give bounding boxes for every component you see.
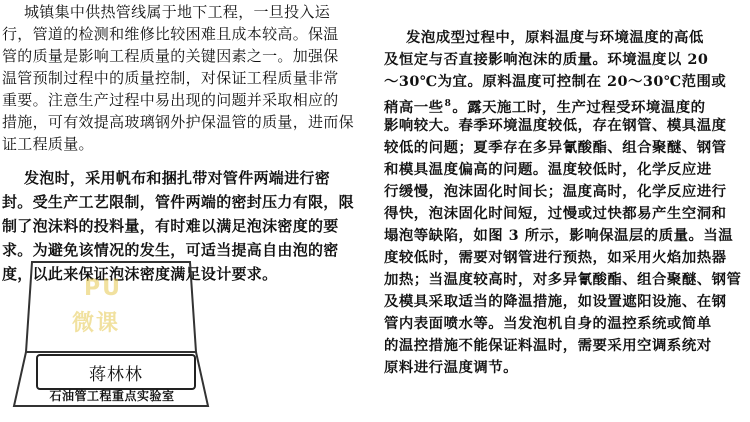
right-line-9: 得快，泡沫固化时间短，过慢或过快都易产生空洞和 xyxy=(384,205,727,222)
reference-mark[interactable]: 8 xyxy=(444,99,452,109)
right-line-13: 及模具采取适当的降温措施，如设置遮阳设施、在钢 xyxy=(384,293,727,310)
left-p1-line-4: 温管预制过程中的质量控制，对保证工程质量非常 xyxy=(2,69,339,87)
right-line-6: 较低的问题；夏季存在多异氰酸酯、组合聚醚、钢管 xyxy=(384,139,727,156)
left-p1-line-3: 管的质量是影响工程质量的关键因素之一。加强保 xyxy=(2,47,339,65)
right-line-2: 及恒定与否直接影响泡沫的质量。环境温度以 20 xyxy=(384,51,709,68)
right-line-14: 管内表面喷水等。当发泡机自身的温控系统或简单 xyxy=(384,315,712,332)
author-name-badge: 蒋林林 xyxy=(36,354,196,390)
left-p2-line-1: 发泡时，采用帆布和捆扎带对管件两端进行密 xyxy=(24,169,331,187)
right-line-11: 度较低时，需要对钢管进行预热，如采用火焰加热器 xyxy=(384,249,727,266)
right-line-3: ～30℃为宜。原料温度可控制在 20～30℃范围或 xyxy=(384,73,727,90)
watermark-pu: PU xyxy=(84,276,122,301)
left-p2-line-3: 制了泡沫料的投料量，有时难以满足泡沫密度的要 xyxy=(2,217,339,235)
left-p1-line-5: 重要。注意生产过程中易出现的问题并采取相应的 xyxy=(2,91,339,109)
left-p2-line-2: 封。受生产工艺限制，管件两端的密封压力有限，限 xyxy=(2,193,354,211)
left-p2-line-5: 度，以此来保证泡沫密度满足设计要求。 xyxy=(2,265,278,283)
right-line-12: 加热；当温度较高时，对多异氰酸酯、组合聚醚、钢管 xyxy=(384,271,742,288)
right-line-4 xyxy=(384,94,706,118)
right-line-5: 影响较大。春季环境温度较低，存在钢管、模具温度 xyxy=(384,117,727,134)
right-line-15: 的温控措施不能保证料温时，需要采用空调系统对 xyxy=(384,337,712,354)
right-line-1: 发泡成型过程中，原料温度与环境温度的高低 xyxy=(406,29,704,46)
right-line-8: 行缓慢，泡沫固化时间长；温度高时，化学反应进行 xyxy=(384,183,727,200)
watermark-weike: 微课 xyxy=(72,311,121,336)
right-line-16: 原料进行温度调节。 xyxy=(384,359,519,376)
right-line-4-text: 稍高一些 xyxy=(384,98,444,116)
left-p1-line-2: 行，管道的检测和维修比较困难且成本较高。保温 xyxy=(2,25,339,43)
right-line-4-text-b: 。露天施工时，生产过程受环境温度的 xyxy=(452,98,706,116)
right-line-10: 塌泡等缺陷，如图 3 所示，影响保温层的质量。当温 xyxy=(384,227,734,244)
left-p1-line-6: 措施，可有效提高玻璃钢外护保温管的质量，进而保 xyxy=(2,113,354,131)
left-p1-line-1: 城镇集中供热管线属于地下工程，一旦投入运 xyxy=(24,3,331,21)
right-line-7: 和模具温度偏高的问题。温度较低时，化学反应进 xyxy=(384,161,712,178)
lab-label: 石油管工程重点实验室 xyxy=(49,388,175,403)
left-p2-line-4: 求。为避免该情况的发生，可适当提高自由泡的密 xyxy=(2,241,339,259)
left-p1-line-7: 证工程质量。 xyxy=(2,135,94,153)
